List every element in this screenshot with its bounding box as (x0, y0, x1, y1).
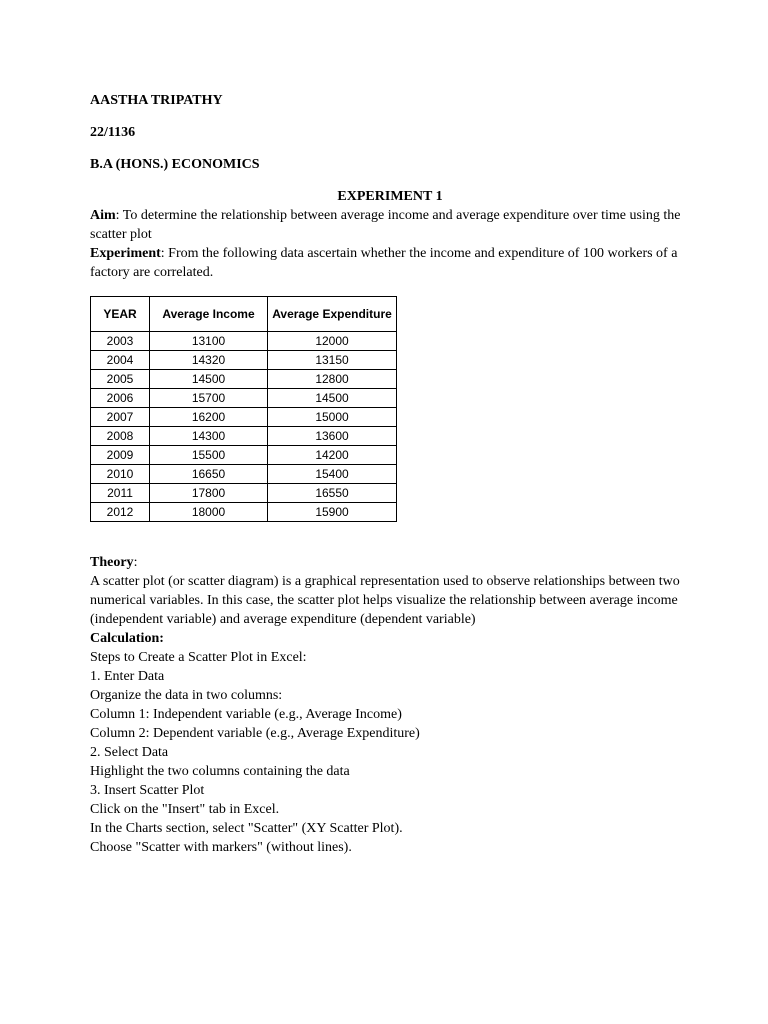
table-header-row (91, 297, 397, 332)
step3-line: In the Charts section, select "Scatter" (XY Scatter Plot). (90, 821, 403, 836)
cell-year: 2011 (91, 484, 150, 503)
table-body (91, 332, 397, 522)
theory-label: Theory (90, 555, 134, 570)
table-row (91, 370, 397, 389)
cell-year: 2007 (91, 408, 150, 427)
course-name: B.A (HONS.) ECONOMICS (90, 157, 260, 172)
cell-income: 14320 (150, 351, 268, 370)
cell-income: 17800 (150, 484, 268, 503)
cell-expenditure: 15000 (268, 408, 397, 427)
table-row (91, 427, 397, 446)
data-table (90, 296, 397, 522)
calculation-heading: Calculation: (90, 631, 164, 646)
aim-text: : To determine the relationship between average income and average expenditure over time using the scatter plot (90, 208, 681, 242)
roll-number: 22/1136 (90, 125, 136, 140)
table-row (91, 446, 397, 465)
document-page (90, 91, 690, 857)
theory-heading (90, 553, 690, 572)
step3-title: 3. Insert Scatter Plot (90, 783, 205, 798)
table-row (91, 408, 397, 427)
cell-income: 14300 (150, 427, 268, 446)
table-row (91, 465, 397, 484)
author-name: AASTHA TRIPATHY (90, 93, 223, 108)
step1-line: Column 2: Dependent variable (e.g., Average Expenditure) (90, 726, 420, 741)
table-row (91, 503, 397, 522)
experiment-label: Experiment (90, 246, 161, 261)
step1-line: Organize the data in two columns: (90, 688, 283, 703)
aim-label: Aim (90, 208, 116, 223)
page-title: EXPERIMENT 1 (337, 189, 443, 204)
table-row (91, 351, 397, 370)
step3-line: Click on the "Insert" tab in Excel. (90, 802, 280, 817)
cell-year: 2003 (91, 332, 150, 351)
theory-text: A scatter plot (or scatter diagram) is a graphical representation used to observe relationships between two numerical variables. In this case, the scatter plot helps visualize the relationship between average income (independent variable) and average expenditure (dependent variable) (90, 574, 680, 627)
cell-expenditure: 12800 (268, 370, 397, 389)
cell-income: 15500 (150, 446, 268, 465)
table-row (91, 389, 397, 408)
cell-income: 13100 (150, 332, 268, 351)
header-average-expenditure: Average Expenditure (268, 297, 397, 332)
aim-paragraph (90, 206, 690, 244)
cell-expenditure: 16550 (268, 484, 397, 503)
cell-expenditure: 15900 (268, 503, 397, 522)
step3-line: Choose "Scatter with markers" (without lines). (90, 840, 352, 855)
cell-income: 16650 (150, 465, 268, 484)
cell-expenditure: 14500 (268, 389, 397, 408)
cell-income: 14500 (150, 370, 268, 389)
header-year: YEAR (91, 297, 150, 332)
cell-year: 2010 (91, 465, 150, 484)
cell-income: 18000 (150, 503, 268, 522)
cell-expenditure: 12000 (268, 332, 397, 351)
calculation-intro: Steps to Create a Scatter Plot in Excel: (90, 650, 307, 665)
experiment-paragraph (90, 244, 690, 282)
cell-expenditure: 15400 (268, 465, 397, 484)
cell-expenditure: 14200 (268, 446, 397, 465)
cell-year: 2012 (91, 503, 150, 522)
table-row (91, 484, 397, 503)
cell-expenditure: 13150 (268, 351, 397, 370)
cell-expenditure: 13600 (268, 427, 397, 446)
step2-title: 2. Select Data (90, 745, 169, 760)
theory-colon: : (133, 555, 138, 570)
cell-year: 2009 (91, 446, 150, 465)
cell-income: 16200 (150, 408, 268, 427)
experiment-text: : From the following data ascertain whether the income and expenditure of 100 workers of a factory are correlated. (90, 246, 678, 280)
cell-income: 15700 (150, 389, 268, 408)
cell-year: 2008 (91, 427, 150, 446)
step1-title: 1. Enter Data (90, 669, 165, 684)
cell-year: 2006 (91, 389, 150, 408)
header-average-income: Average Income (150, 297, 268, 332)
step1-line: Column 1: Independent variable (e.g., Average Income) (90, 707, 402, 722)
table-row (91, 332, 397, 351)
cell-year: 2004 (91, 351, 150, 370)
cell-year: 2005 (91, 370, 150, 389)
step2-line: Highlight the two columns containing the data (90, 764, 350, 779)
